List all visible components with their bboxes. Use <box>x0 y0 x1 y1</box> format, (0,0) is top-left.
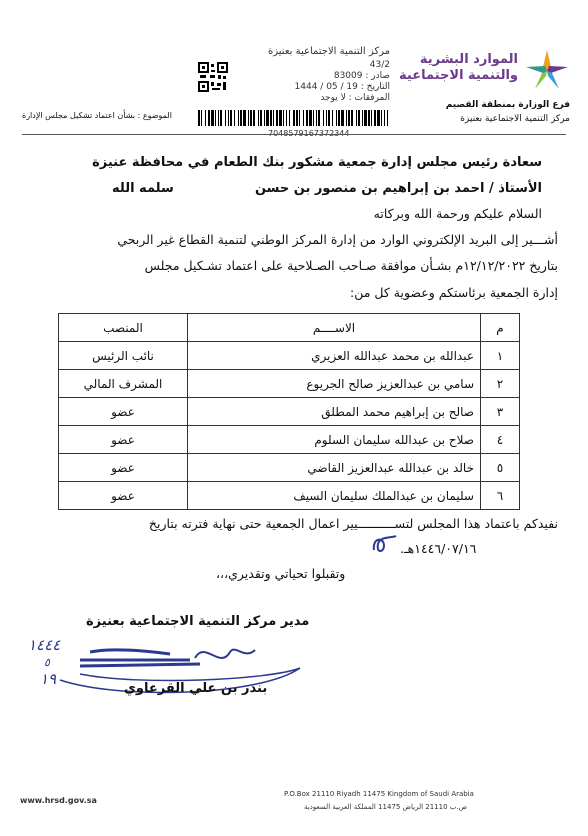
footer-address-en: P.O.Box 21110 Riyadh 11475 Kingdom of Saudi Arabia <box>284 790 474 798</box>
thanks-line: وتقبلوا تحياتي وتقديري،،، <box>216 566 346 581</box>
row-number: ٥ <box>481 454 520 482</box>
logo-text-line1: الموارد البشرية <box>419 52 518 67</box>
member-position: نائب الرئيس <box>59 342 188 370</box>
row-number: ٤ <box>481 426 520 454</box>
row-number: ٣ <box>481 398 520 426</box>
member-name: عبدالله بن محمد عبدالله العزيري <box>188 342 481 370</box>
handwritten-month: ٥ <box>44 656 50 669</box>
initials-mark-icon <box>370 532 400 556</box>
table-row <box>59 398 520 426</box>
stamp-number: 43/2 <box>369 60 390 70</box>
letter-subject: الموضوع : بشأن اعتماد تشكيل مجلس الإدارة <box>22 111 172 120</box>
signature-icon <box>20 630 320 710</box>
board-members-table <box>58 313 520 510</box>
member-position: عضو <box>59 426 188 454</box>
member-name: صالح بن إبراهيم محمد المطلق <box>188 398 481 426</box>
handwritten-year: ١٤٤٤ <box>28 636 61 654</box>
closing-greeting: سلمه الله <box>112 181 174 196</box>
table-row <box>59 370 520 398</box>
row-number: ١ <box>481 342 520 370</box>
header-divider <box>22 134 566 135</box>
member-name: سليمان بن عبدالملك سليمان السيف <box>188 482 481 510</box>
member-name: سامي بن عبدالعزيز صالح الجريوع <box>188 370 481 398</box>
table-row <box>59 426 520 454</box>
table-row <box>59 482 520 510</box>
ministry-star-icon <box>524 48 570 94</box>
table-header-row <box>59 314 520 342</box>
footer-address-ar: ص.ب 21110 الرياض 11475 المملكة العربية السعودية <box>304 803 468 811</box>
signatory-title: مدير مركز التنمية الاجتماعية بعنيزة <box>86 614 310 629</box>
letter-recipient: سعادة رئيس مجلس إدارة جمعية مشكور بنك الطعام في محافظة عنيزة <box>92 155 542 170</box>
greeting-line: السلام عليكم ورحمة الله وبركاته <box>373 206 542 221</box>
stamp-date: التاريخ : 19 / 05 / 1444 <box>294 82 390 92</box>
member-position: عضو <box>59 482 188 510</box>
header-position: المنصب <box>59 314 188 342</box>
center-name: مركز التنمية الاجتماعية بعنيزة <box>460 114 570 124</box>
signatory-name: بندر بن علي القرعاوي <box>124 681 268 696</box>
paragraph2-line2: ١٤٤٦/٠٧/١٦هـ. <box>400 541 477 556</box>
row-number: ٦ <box>481 482 520 510</box>
member-name: صلاح بن عبدالله سليمان السلوم <box>188 426 481 454</box>
stamp-issued: صادر : 83009 <box>333 71 390 81</box>
handwritten-day: ١٩ <box>40 670 57 688</box>
paragraph1-line3: إدارة الجمعية برئاستكم وعضوية كل من: <box>350 285 558 300</box>
footer-website: www.hrsd.gov.sa <box>20 796 97 805</box>
paragraph1-line2: بتاريخ ١٢/١٢/٢٠٢٢م بشـأن موافقة صـاحب الصـلاحية على اعتماد تشـكيل مجلس <box>144 258 558 273</box>
outgoing-stamp <box>198 46 390 136</box>
member-name: خالد بن عبدالله عبدالعزيز القاضي <box>188 454 481 482</box>
barcode-icon <box>198 110 390 126</box>
member-position: عضو <box>59 454 188 482</box>
logo-text-line2: والتنمية الاجتماعية <box>399 68 518 83</box>
qr-code-icon <box>198 62 228 92</box>
stamp-title: مركز التنمية الاجتماعية بعنيزة <box>268 46 390 57</box>
branch-name: فرع الوزارة بمنطقة القصيم <box>445 100 570 110</box>
letter-addressee: الأستاذ / احمد بن إبراهيم بن منصور بن حسن <box>254 181 542 196</box>
stamp-attachments: المرفقات : لا يوجد <box>320 93 390 103</box>
header-name: الاســــم <box>188 314 481 342</box>
paragraph1-line1: أشـــير إلى البريد الإلكتروني الوارد من إدارة المركز الوطني لتنمية القطاع غير الربحي <box>117 232 558 247</box>
member-position: المشرف المالي <box>59 370 188 398</box>
row-number: ٢ <box>481 370 520 398</box>
table-row <box>59 454 520 482</box>
header-number: م <box>481 314 520 342</box>
table-row <box>59 342 520 370</box>
member-position: عضو <box>59 398 188 426</box>
paragraph2-line1: نفيدكم باعتماد هذا المجلس لتســــــــــيير اعمال الجمعية حتى نهاية فترته بتاريخ <box>148 516 558 531</box>
